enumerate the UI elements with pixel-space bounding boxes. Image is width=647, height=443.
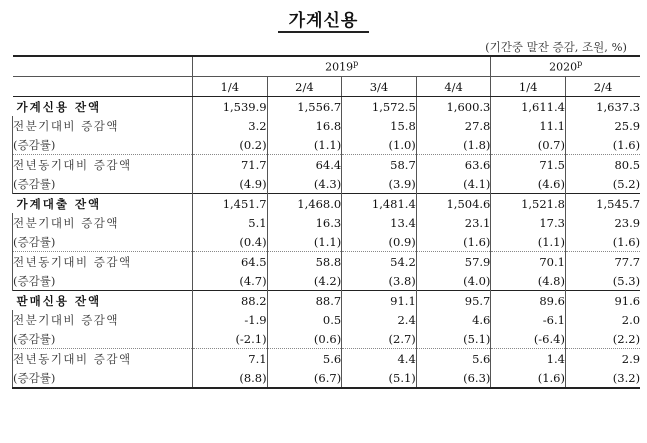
rate-value: (0.6): [267, 329, 342, 349]
section-value: 1,481.4: [342, 194, 417, 214]
year-header-2020: [491, 56, 640, 77]
change-value: 2.4: [342, 310, 417, 329]
rate-value: (4.0): [416, 271, 491, 291]
section-value: 88.2: [193, 291, 268, 311]
quarter-header: 2/4: [565, 77, 640, 97]
rate-label: (증감률): [13, 329, 193, 349]
rate-value: (2.2): [565, 329, 640, 349]
change-value: 70.1: [491, 252, 566, 272]
section-value: 95.7: [416, 291, 491, 311]
change-label: 전년동기대비 증감액: [13, 349, 193, 369]
table-row: [13, 194, 641, 214]
section-value: 1,451.7: [193, 194, 268, 214]
year-header-2019: [193, 56, 491, 77]
table-row: [13, 97, 641, 117]
quarter-header: 1/4: [193, 77, 268, 97]
change-value: 64.4: [267, 155, 342, 175]
change-value: 63.6: [416, 155, 491, 175]
table-row: [13, 252, 641, 272]
rate-value: (1.1): [267, 232, 342, 252]
rate-value: (0.9): [342, 232, 417, 252]
change-value: 23.9: [565, 213, 640, 232]
rate-label: (증감률): [13, 232, 193, 252]
rate-value: (1.6): [491, 368, 566, 388]
rate-value: (1.0): [342, 135, 417, 155]
section-label: 판매신용 잔액: [13, 291, 193, 311]
rate-label: (증감률): [13, 368, 193, 388]
section-value: 1,539.9: [193, 97, 268, 117]
change-value: 58.8: [267, 252, 342, 272]
change-value: 77.7: [565, 252, 640, 272]
change-value: -1.9: [193, 310, 268, 329]
rate-value: (6.7): [267, 368, 342, 388]
rate-value: (4.7): [193, 271, 268, 291]
quarter-header-row: [13, 77, 641, 97]
section-value: 1,545.7: [565, 194, 640, 214]
section-value: 1,521.8: [491, 194, 566, 214]
quarter-header: 2/4: [267, 77, 342, 97]
table-row: [13, 135, 641, 155]
rate-value: (8.8): [193, 368, 268, 388]
table-row: [13, 116, 641, 135]
page-title: 가계신용: [288, 11, 359, 31]
header-corner: [13, 56, 193, 77]
rate-value: (1.6): [565, 135, 640, 155]
change-value: 64.5: [193, 252, 268, 272]
table-row: [13, 155, 641, 175]
rate-value: (4.6): [491, 174, 566, 194]
year-sup: p: [353, 59, 359, 69]
rate-label: (증감률): [13, 135, 193, 155]
change-value: 58.7: [342, 155, 417, 175]
section-value: 1,611.4: [491, 97, 566, 117]
change-value: 27.8: [416, 116, 491, 135]
change-label: 전년동기대비 증감액: [13, 252, 193, 272]
rate-value: (5.3): [565, 271, 640, 291]
change-value: 71.5: [491, 155, 566, 175]
table-row: [13, 232, 641, 252]
rate-value: (1.8): [416, 135, 491, 155]
change-value: 23.1: [416, 213, 491, 232]
table-row: [13, 329, 641, 349]
rate-value: (4.9): [193, 174, 268, 194]
year-label: 2019: [325, 60, 354, 74]
section-label: 가계대출 잔액: [13, 194, 193, 214]
rate-value: (0.7): [491, 135, 566, 155]
table-row: [13, 368, 641, 388]
rate-value: (5.2): [565, 174, 640, 194]
rate-value: (-6.4): [491, 329, 566, 349]
change-value: 16.3: [267, 213, 342, 232]
section-value: 1,504.6: [416, 194, 491, 214]
header-corner: [13, 77, 193, 97]
rate-value: (5.1): [342, 368, 417, 388]
change-value: 11.1: [491, 116, 566, 135]
section-value: 91.6: [565, 291, 640, 311]
change-value: 1.4: [491, 349, 566, 369]
table-row: [13, 291, 641, 311]
rate-value: (3.2): [565, 368, 640, 388]
table-row: [13, 213, 641, 232]
quarter-header: 1/4: [491, 77, 566, 97]
rate-value: (1.6): [565, 232, 640, 252]
rate-value: (4.1): [416, 174, 491, 194]
section-value: 91.1: [342, 291, 417, 311]
change-value: 25.9: [565, 116, 640, 135]
change-value: 15.8: [342, 116, 417, 135]
change-value: 2.0: [565, 310, 640, 329]
table-body: [13, 97, 641, 389]
change-value: 4.4: [342, 349, 417, 369]
section-value: 88.7: [267, 291, 342, 311]
section-value: 1,572.5: [342, 97, 417, 117]
change-value: 17.3: [491, 213, 566, 232]
rate-label: (증감률): [13, 271, 193, 291]
section-value: 1,556.7: [267, 97, 342, 117]
change-value: -6.1: [491, 310, 566, 329]
change-value: 5.6: [416, 349, 491, 369]
rate-value: (1.6): [416, 232, 491, 252]
section-value: 1,600.3: [416, 97, 491, 117]
change-value: 5.1: [193, 213, 268, 232]
change-value: 3.2: [193, 116, 268, 135]
household-credit-table: [12, 55, 640, 389]
rate-value: (5.1): [416, 329, 491, 349]
rate-value: (1.1): [491, 232, 566, 252]
section-value: 1,637.3: [565, 97, 640, 117]
year-sup: p: [577, 59, 583, 69]
rate-value: (4.3): [267, 174, 342, 194]
title-underline: [278, 31, 369, 33]
change-value: 80.5: [565, 155, 640, 175]
section-value: 1,468.0: [267, 194, 342, 214]
table-row: [13, 349, 641, 369]
rate-value: (3.8): [342, 271, 417, 291]
rate-label: (증감률): [13, 174, 193, 194]
change-value: 0.5: [267, 310, 342, 329]
change-value: 71.7: [193, 155, 268, 175]
year-header-row: [13, 56, 641, 77]
quarter-header: 4/4: [416, 77, 491, 97]
rate-value: (4.8): [491, 271, 566, 291]
change-value: 2.9: [565, 349, 640, 369]
change-value: 57.9: [416, 252, 491, 272]
section-value: 89.6: [491, 291, 566, 311]
change-label: 전분기대비 증감액: [13, 213, 193, 232]
table-row: [13, 271, 641, 291]
change-label: 전분기대비 증감액: [13, 310, 193, 329]
section-label: 가계신용 잔액: [13, 97, 193, 117]
change-value: 16.8: [267, 116, 342, 135]
change-value: 7.1: [193, 349, 268, 369]
unit-note: (기간중 말잔 증감, 조원, %): [485, 40, 627, 54]
table-row: [13, 174, 641, 194]
change-value: 4.6: [416, 310, 491, 329]
change-value: 54.2: [342, 252, 417, 272]
change-label: 전년동기대비 증감액: [13, 155, 193, 175]
change-label: 전분기대비 증감액: [13, 116, 193, 135]
rate-value: (1.1): [267, 135, 342, 155]
rate-value: (6.3): [416, 368, 491, 388]
change-value: 13.4: [342, 213, 417, 232]
rate-value: (2.7): [342, 329, 417, 349]
rate-value: (3.9): [342, 174, 417, 194]
quarter-header: 3/4: [342, 77, 417, 97]
table-row: [13, 310, 641, 329]
rate-value: (-2.1): [193, 329, 268, 349]
rate-value: (4.2): [267, 271, 342, 291]
rate-value: (0.2): [193, 135, 268, 155]
year-label: 2020: [549, 60, 578, 74]
change-value: 5.6: [267, 349, 342, 369]
rate-value: (0.4): [193, 232, 268, 252]
